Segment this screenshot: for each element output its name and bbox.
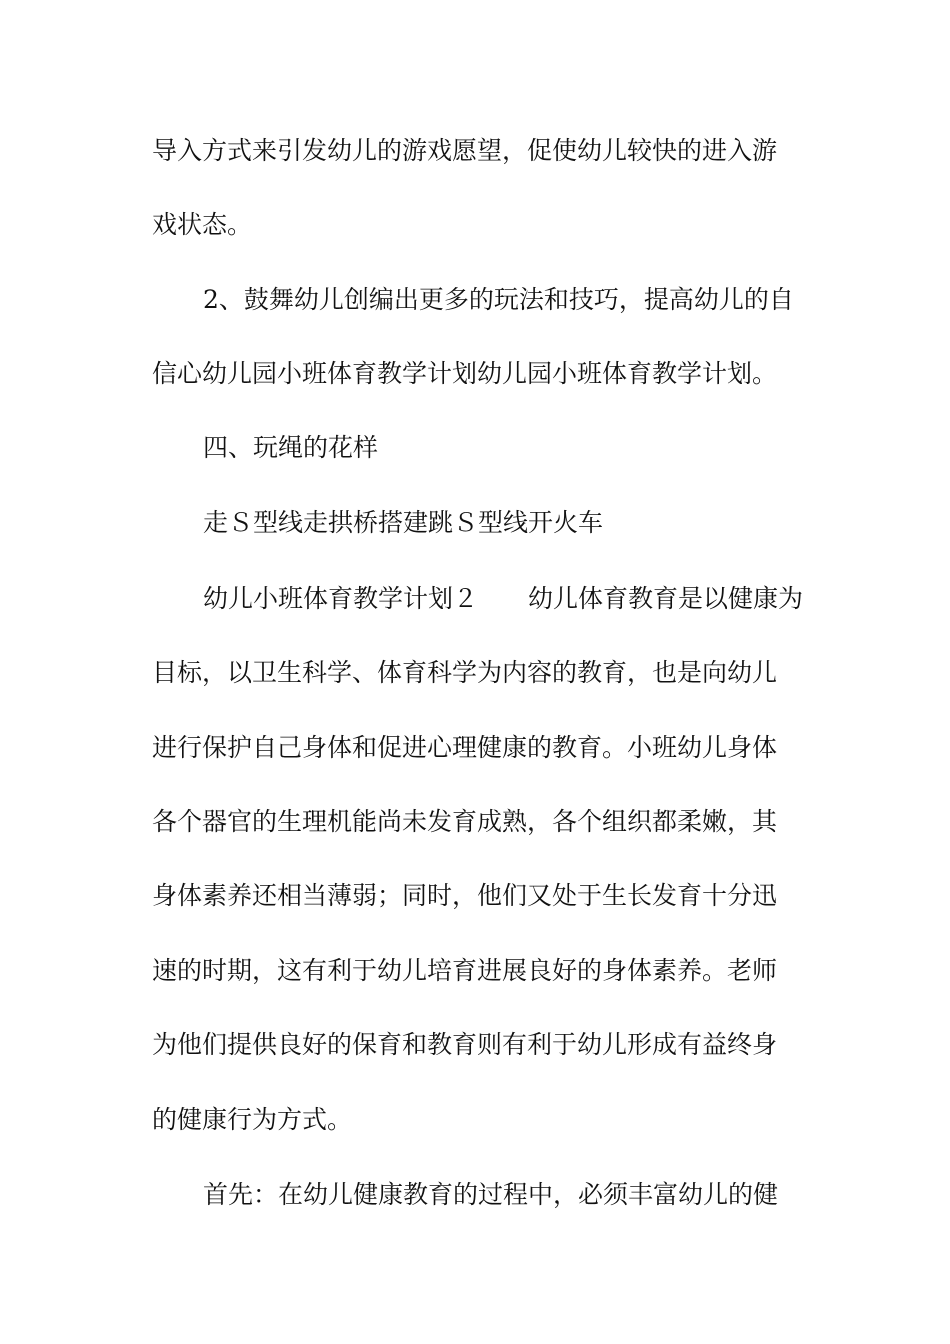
text-line: 信心幼儿园小班体育教学计划幼儿园小班体育教学计划。 [152, 359, 778, 388]
text-line: 为他们提供良好的保育和教育则有利于幼儿形成有益终身 [152, 1030, 778, 1059]
text-line: 走Ｓ型线走拱桥搭建跳Ｓ型线开火车 [203, 508, 604, 537]
text-line: 2、鼓舞幼儿创编出更多的玩法和技巧，提高幼儿的自 [203, 285, 794, 314]
text-line: 的健康行为方式。 [152, 1105, 353, 1134]
text-line: 各个器官的生理机能尚未发育成熟，各个组织都柔嫩，其 [152, 807, 778, 836]
text-line: 目标，以卫生科学、体育科学为内容的教育，也是向幼儿 [152, 658, 778, 687]
text-line: 速的时期，这有利于幼儿培育进展良好的身体素养。老师 [152, 956, 778, 985]
text-line: 幼儿小班体育教学计划２ 幼儿体育教育是以健康为 [203, 584, 804, 613]
text-line: 身体素养还相当薄弱；同时，他们又处于生长发育十分迅 [152, 881, 778, 910]
text-line: 进行保护自己身体和促进心理健康的教育。小班幼儿身体 [152, 733, 778, 762]
text-line: 导入方式来引发幼儿的游戏愿望，促使幼儿较快的进入游 [152, 136, 778, 165]
section-heading: 四、玩绳的花样 [203, 433, 379, 462]
text-line: 戏状态。 [152, 210, 253, 239]
text-line: 首先：在幼儿健康教育的过程中，必须丰富幼儿的健 [203, 1180, 779, 1209]
